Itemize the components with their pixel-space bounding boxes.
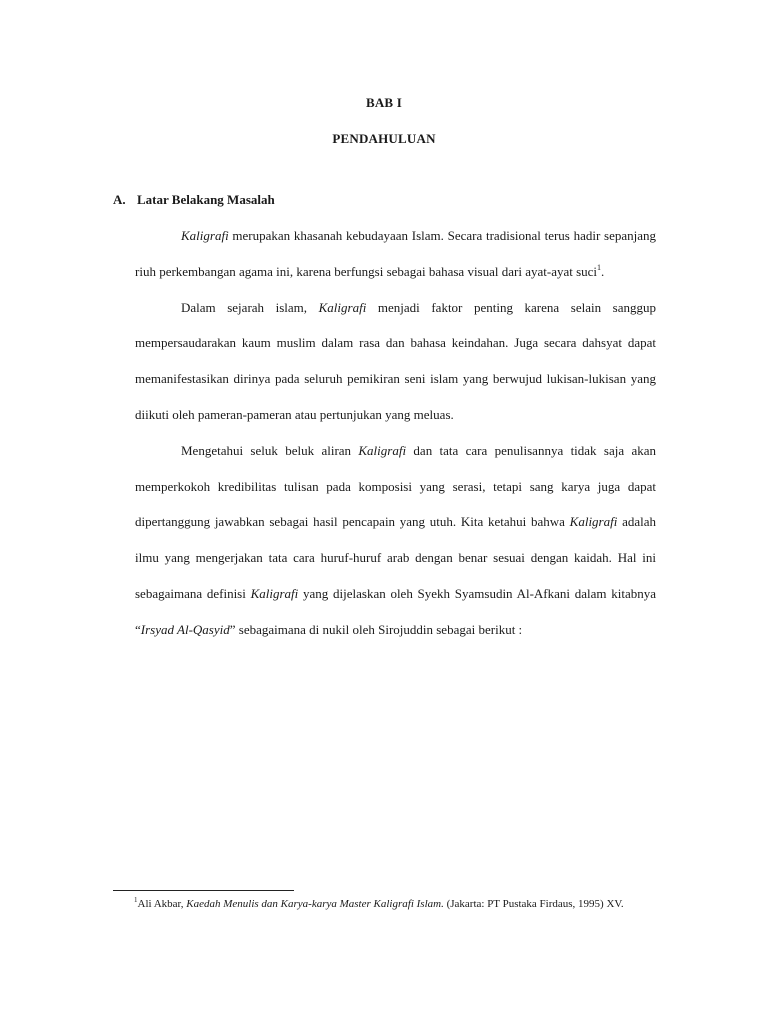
paragraph-text: Dalam sejarah islam, (181, 299, 319, 315)
paragraph-3 (135, 433, 656, 648)
chapter-title: PENDAHULUAN (332, 131, 436, 146)
footnote-number: 1 (134, 896, 138, 904)
italic-term: Kaligrafi (358, 442, 407, 458)
footnote-author: Ali Akbar, (137, 898, 187, 910)
footnote-reference: 1 (597, 262, 602, 272)
italic-term: Kaligrafi (181, 228, 229, 243)
section-letter: A. (113, 192, 126, 207)
section-heading (113, 192, 275, 208)
footnote-publisher: (Jakarta: PT Pustaka Firdaus, 1995) XV. (443, 898, 624, 910)
paragraph-text: dan tata cara penulisannya tidak saja akan memperkokoh kredibilitas tulisan pada komposisi yang serasi, tetapi sang karya juga dapat dipertanggung jawabkan sebagai hasil pencapain yang utuh. Kita ketahui bahwa (135, 442, 656, 530)
paragraph-1 (135, 218, 656, 290)
italic-term: Kaligrafi (318, 299, 367, 315)
footnote-separator (113, 890, 294, 891)
chapter-number: BAB I (365, 95, 403, 110)
italic-book-title: Irsyad Al-Qasyid (140, 621, 230, 637)
italic-term: Kaligrafi (569, 514, 618, 530)
paragraph-text: Mengetahui seluk beluk aliran (181, 442, 359, 458)
body-text (135, 218, 656, 648)
paragraph-text: ” sebagaimana di nukil oleh Sirojuddin sebagai berikut : (229, 621, 523, 637)
paragraph-2 (135, 290, 656, 433)
footnote-book-title: Kaedah Menulis dan Karya-karya Master Kaligrafi Islam. (186, 898, 444, 910)
paragraph-text: yang dijelaskan oleh Syekh Syamsudin Al-Afkani dalam kitabnya “ (135, 585, 656, 637)
section-title: Latar Belakang Masalah (137, 192, 275, 207)
paragraph-text: . (601, 263, 605, 279)
paragraph-text: adalah ilmu yang mengerjakan tata cara huruf-huruf arab dengan benar sesuai dengan kaidah. Hal ini sebagaimana definisi (135, 514, 656, 601)
footnote (113, 896, 656, 912)
paragraph-text: menjadi faktor penting karena selain sanggup mempersaudarakan kaum muslim dalam rasa dan bahasa keindahan. Juga secara dahsyat dapat memanifestasikan dirinya pada seluruh pemikiran seni islam yang berwujud lukisan-lukisan yang diikuti oleh pameran-pameran atau pertunjukan yang meluas. (135, 299, 656, 422)
italic-term: Kaligrafi (250, 585, 299, 601)
paragraph-text: merupakan khasanah kebudayaan Islam. Secara tradisional terus hadir sepanjang riuh perkembangan agama ini, karena berfungsi sebagai bahasa visual dari ayat-ayat suci (135, 228, 656, 279)
